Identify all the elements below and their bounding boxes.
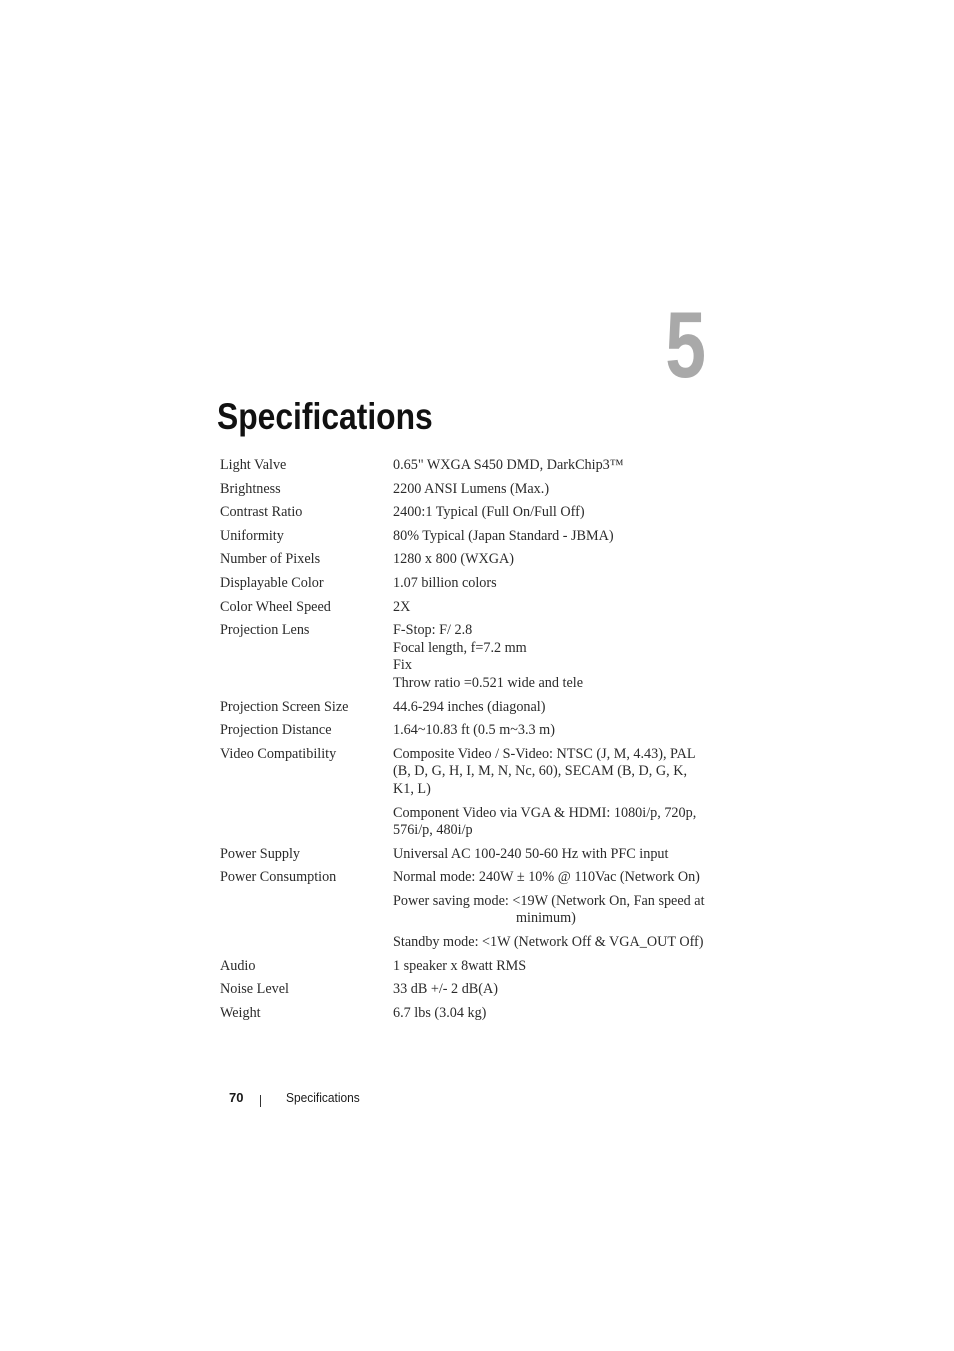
spec-value: 80% Typical (Japan Standard - JBMA) <box>393 527 614 544</box>
spec-label: Contrast Ratio <box>220 504 303 521</box>
spec-row-weight <box>220 1004 710 1028</box>
spec-row-power-supply <box>220 845 710 869</box>
chapter-number: 5 <box>665 292 706 397</box>
spec-values <box>393 846 710 864</box>
spec-label: Noise Level <box>220 981 289 998</box>
spec-value: 1 speaker x 8watt RMS <box>393 957 527 974</box>
spec-row-projection-screen-size <box>220 698 710 722</box>
spec-values <box>393 622 710 692</box>
spec-value: Universal AC 100-240 50-60 Hz with PFC input <box>393 845 669 862</box>
spec-row-contrast-ratio <box>220 503 710 527</box>
spec-values <box>393 551 710 569</box>
spec-row-color-wheel-speed <box>220 598 710 622</box>
spec-value: 0.65" WXGA S450 DMD, DarkChip3™ <box>393 457 624 473</box>
spec-values <box>393 699 710 717</box>
spec-label: Brightness <box>220 480 281 497</box>
spec-value: 1.07 billion colors <box>393 574 497 591</box>
spec-values <box>393 958 710 976</box>
spec-value: 1.64~10.83 ft (0.5 m~3.3 m) <box>393 722 555 739</box>
spec-value: 1280 x 800 (WXGA) <box>393 551 514 568</box>
page-number: 70 <box>229 1090 244 1105</box>
page-title: Specifications <box>217 396 433 437</box>
spec-label: Color Wheel Speed <box>220 598 331 615</box>
spec-value: Focal length, f=7.2 mm <box>393 639 527 656</box>
spec-value: 44.6-294 inches (diagonal) <box>393 698 546 715</box>
spec-label: Projection Lens <box>220 622 310 639</box>
spec-row-projection-lens <box>220 621 710 697</box>
spec-row-brightness <box>220 480 710 504</box>
spec-value: 2400:1 Typical (Full On/Full Off) <box>393 504 585 521</box>
spec-value: 33 dB +/- 2 dB(A) <box>393 981 498 998</box>
footer-divider <box>260 1095 261 1107</box>
spec-values <box>393 869 710 951</box>
spec-values <box>393 746 710 840</box>
spec-table <box>220 456 710 1027</box>
spec-values <box>393 599 710 617</box>
spec-value: Throw ratio =0.521 wide and tele <box>393 674 584 691</box>
spec-row-audio <box>220 957 710 981</box>
spec-value: Composite Video / S-Video: NTSC (J, M, 4.43), PAL (B, D, G, H, I, M, N, Nc, 60), SECAM (B, D, G, K, K1, L) <box>393 745 696 797</box>
spec-row-number-of-pixels <box>220 550 710 574</box>
spec-row-light-valve <box>220 456 710 480</box>
spec-value: F-Stop: F/ 2.8 <box>393 622 473 639</box>
spec-value: Standby mode: <1W (Network Off & VGA_OUT Off) <box>393 934 704 951</box>
spec-value: Normal mode: 240W ± 10% @ 110Vac (Network On) <box>393 869 700 886</box>
spec-label: Power Consumption <box>220 869 337 886</box>
spec-label: Light Valve <box>220 457 287 473</box>
spec-value: 2X <box>393 598 411 615</box>
spec-values <box>393 981 710 999</box>
spec-label: Displayable Color <box>220 574 324 591</box>
spec-row-video-compatibility <box>220 745 710 845</box>
spec-values <box>393 457 710 475</box>
spec-label: Uniformity <box>220 527 284 544</box>
spec-values <box>393 1005 710 1023</box>
spec-label: Number of Pixels <box>220 551 321 568</box>
spec-label: Projection Distance <box>220 722 332 739</box>
spec-value: Fix <box>393 657 412 674</box>
spec-label: Weight <box>220 1004 261 1021</box>
spec-row-uniformity <box>220 527 710 551</box>
spec-value: Power saving mode: <19W (Network On, Fan speed at minimum) <box>393 892 705 927</box>
spec-label: Power Supply <box>220 845 301 862</box>
spec-value: Component Video via VGA & HDMI: 1080i/p, 720p, 576i/p, 480i/p <box>393 804 697 839</box>
spec-values <box>393 481 710 499</box>
spec-label: Projection Screen Size <box>220 698 349 715</box>
spec-row-power-consumption <box>220 868 710 956</box>
spec-row-displayable-color <box>220 574 710 598</box>
spec-value: 2200 ANSI Lumens (Max.) <box>393 480 550 497</box>
spec-values <box>393 504 710 522</box>
spec-values <box>393 722 710 740</box>
spec-row-projection-distance <box>220 721 710 745</box>
spec-label: Video Compatibility <box>220 745 337 762</box>
spec-value: 6.7 lbs (3.04 kg) <box>393 1004 487 1021</box>
footer-section-title: Specifications <box>286 1090 360 1105</box>
spec-values <box>393 528 710 546</box>
spec-values <box>393 575 710 593</box>
spec-row-noise-level <box>220 980 710 1004</box>
spec-label: Audio <box>220 957 256 974</box>
